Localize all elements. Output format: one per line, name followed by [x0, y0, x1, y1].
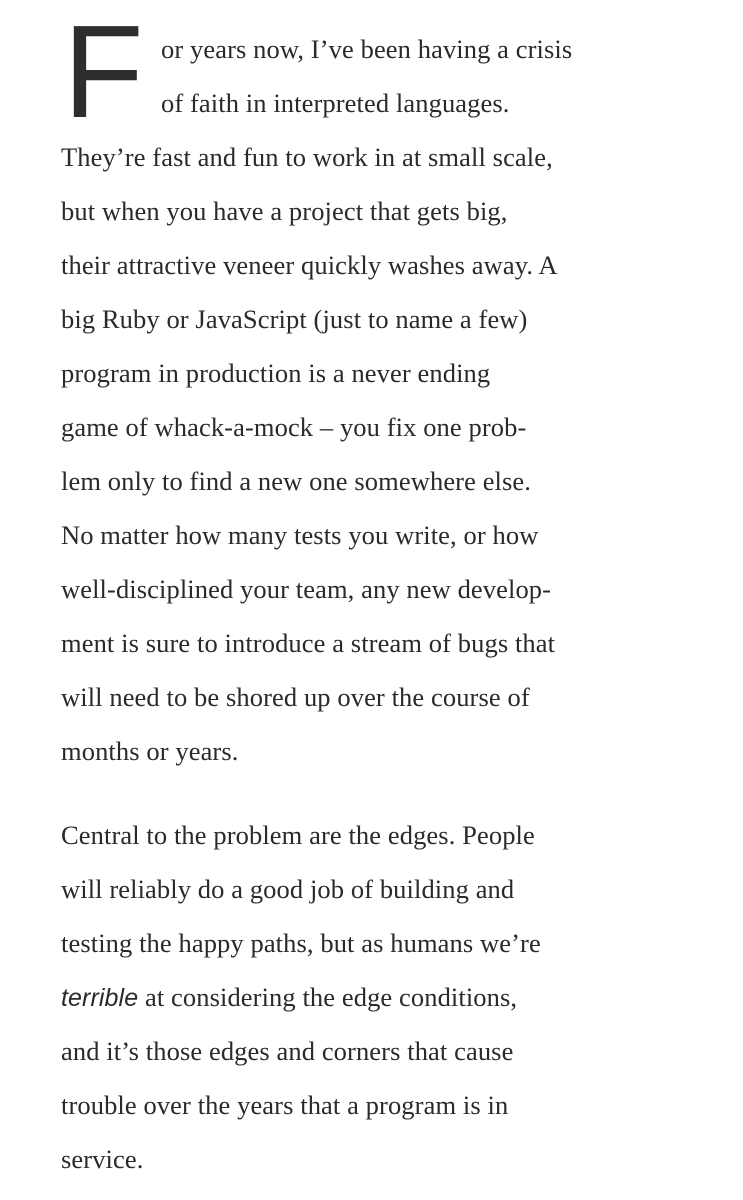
paragraph-line: months or years.	[61, 736, 239, 766]
drop-cap: F	[63, 0, 144, 145]
emphasis-text: terrible	[61, 984, 139, 1012]
paragraph-line: will need to be shored up over the course of	[61, 682, 530, 712]
paragraph-line: well-disciplined your team, any new develop-	[61, 574, 552, 604]
paragraph-line: ment is sure to introduce a stream of bugs that	[61, 628, 556, 658]
paragraph-line: No matter how many tests you write, or how	[61, 520, 539, 550]
paragraph-line: will reliably do a good job of building and	[61, 874, 515, 904]
paragraph-line: their attractive veneer quickly washes away. A	[61, 250, 558, 280]
line-remainder: at considering the edge conditions,	[144, 982, 518, 1012]
paragraph-line: testing the happy paths, but as humans we’re	[61, 928, 541, 958]
paragraph-line: big Ruby or JavaScript (just to name a few)	[61, 304, 528, 334]
paragraph-line: lem only to find a new one somewhere else.	[61, 466, 532, 496]
paragraph-line: program in production is a never ending	[61, 358, 491, 388]
paragraph-line: of faith in interpreted languages.	[161, 88, 510, 118]
paragraph-line: trouble over the years that a program is in	[61, 1090, 509, 1120]
paragraph-line-with-emphasis	[61, 984, 517, 1011]
paragraph-line: and it’s those edges and corners that cause	[61, 1036, 514, 1066]
paragraph-line: service.	[61, 1144, 144, 1174]
paragraph-line: game of whack-a-mock – you fix one prob-	[61, 412, 527, 442]
paragraph-line: Central to the problem are the edges. People	[61, 820, 535, 850]
paragraph-line: but when you have a project that gets big,	[61, 196, 508, 226]
paragraph-line: or years now, I’ve been having a crisis	[161, 34, 573, 64]
paragraph-line: They’re fast and fun to work in at small scale,	[61, 142, 553, 172]
